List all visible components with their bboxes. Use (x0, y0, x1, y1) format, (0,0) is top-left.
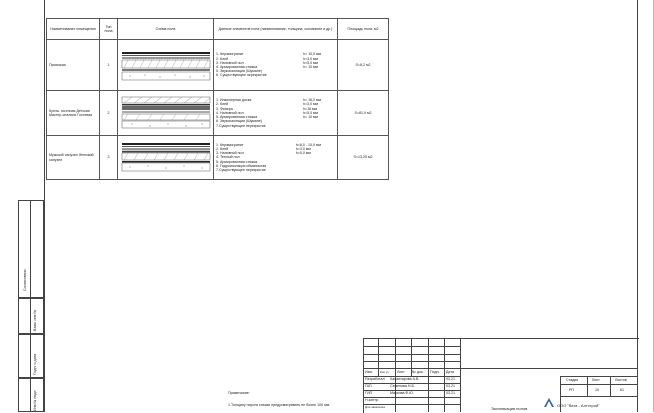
header-area: Площадь пола, м2 (338, 19, 389, 40)
header-room: Наименование помещения (47, 19, 100, 40)
layer-name: 2. Клей (216, 102, 229, 107)
layer-value: h=3,0 мм (302, 102, 319, 107)
sign-date-label: Подп. и дата (33, 353, 37, 375)
layer-name: 1. Керамогранит (216, 142, 244, 147)
room-name: Кухня- гостиная Детская Мастер-спальня Гостевая (47, 91, 100, 136)
layer-value: h=5,0 мм (302, 110, 319, 115)
layers-cell (214, 40, 338, 91)
tb-sheets-header: Листов (615, 378, 627, 382)
layer-name: 1. Инженерная доска (216, 98, 252, 103)
layer-value: h= 10 мм (302, 65, 319, 69)
layer-value: h=18 мм (302, 106, 318, 111)
tb-stage: РП (569, 388, 574, 392)
side-stamp-inv-orig (18, 378, 44, 412)
layer-name: 4. Армированная стяжка (216, 65, 258, 69)
layer-value: h=3,0 мм (302, 56, 319, 61)
floor-scheme (118, 91, 214, 136)
layer-value: h=3,0 мм (295, 146, 311, 151)
tb-role: Н.контр. (365, 398, 379, 402)
layer-name: 4. Теплый пол (216, 155, 240, 160)
layer-name: 7.Существующее перекрытие (216, 168, 266, 172)
side-stamp-inv-replace (18, 298, 44, 334)
table-header-row (47, 19, 389, 40)
layer-name: 5. Армированная стяжка (216, 115, 258, 120)
tb-person: Маркова Ф.Ю. (390, 391, 414, 395)
tb-date: 03.21 (446, 391, 455, 395)
layer-name: 6. Гидроизоляция обмазочная (216, 163, 267, 168)
tb-role: ГИП (365, 391, 373, 395)
notes-line: 1.Толщину пирога стяжки предусматривать не более 100 мм. (228, 403, 331, 407)
frame-left-border (44, 0, 45, 412)
header-type: Тип пола (100, 19, 118, 40)
floor-type: 3 (100, 136, 118, 180)
layer-name: 6. Звукоизоляция (Шумане) (216, 119, 262, 124)
tb-col-sign: Подп. (430, 370, 440, 374)
tb-grid-line (444, 338, 445, 412)
tb-sheet: 10 (595, 388, 599, 392)
side-stamp-agreed (18, 200, 44, 298)
tb-col-sheet: Лист (397, 370, 405, 374)
tb-grid-line (395, 338, 396, 412)
layer-name: 7.Существующее перекрытие (216, 123, 266, 128)
layer-value: h=5,0 мм (295, 151, 311, 156)
tb-grid-line (587, 376, 588, 396)
tb-grid-line (460, 338, 461, 412)
floor-explication-table (46, 18, 389, 180)
floor-area: S=8,2 м2 (338, 40, 389, 91)
layer-name: 2. Клей (216, 56, 229, 61)
header-scheme: Схема пола (118, 19, 214, 40)
tb-col-date: Дата (446, 370, 454, 374)
layer-values (296, 143, 321, 172)
tb-person: Семенова Н.Б. (390, 384, 415, 388)
tb-grid-line (428, 338, 429, 412)
tb-sheets: 61 (620, 388, 624, 392)
tb-date: 03.21 (446, 377, 455, 381)
tb-sheet-header: Лист (592, 378, 600, 382)
layer-name: 3. Наливной пол (216, 151, 244, 156)
layer-names (216, 98, 266, 127)
layers-cell (214, 91, 338, 136)
floor-type: 1 (100, 40, 118, 91)
tb-person: Калантарова А.В. (390, 377, 420, 381)
floor-scheme (118, 136, 214, 180)
tb-extra: Для заказчика (365, 405, 385, 409)
layer-name: 5. Звукоизоляция (Шумане) (216, 69, 262, 74)
table-row (47, 91, 389, 136)
agreed-label: Согласовано (23, 269, 27, 291)
layer-name: 1. Керамогранит (216, 52, 244, 57)
tb-col-qty: Кол.уч (380, 370, 389, 374)
side-stamp-sign-date (18, 334, 44, 378)
layer-value: h=5,0 мм (302, 60, 319, 65)
inv-replace-label: Взам. инв.№ (33, 309, 37, 331)
layer-name: 4. Наливной пол (216, 110, 244, 115)
tb-company: ООО "Вега - Алтстрой" (557, 403, 600, 408)
layer-values (303, 98, 321, 127)
layer-names (216, 143, 266, 172)
tb-grid-line (560, 396, 638, 397)
floor-scheme-drawing (120, 139, 212, 175)
floor-area: S=13,25 м2 (338, 136, 389, 180)
layer-value: h= 10,0 мм (302, 52, 321, 57)
tb-role: ГАП (365, 384, 372, 388)
tb-grid-line (560, 376, 638, 377)
floor-scheme-drawing (120, 94, 212, 130)
layer-values (303, 52, 321, 77)
table-row (47, 40, 389, 91)
room-name: Прихожая (47, 40, 100, 91)
layer-value: h=8,0 - 10,0 мм (295, 142, 321, 147)
side-stamp-divider (30, 200, 31, 412)
tb-grid-line (378, 338, 379, 376)
layer-name: 3. Фанера (216, 106, 233, 111)
floor-area: S=81,9 м2 (338, 91, 389, 136)
notes-title: Примечание: (228, 391, 250, 395)
company-logo-icon (544, 398, 554, 408)
floor-scheme (118, 40, 214, 91)
layers-cell (214, 136, 338, 180)
tb-doc-title: Экспликация полов (491, 406, 528, 411)
tb-col-change: Изм. (365, 370, 373, 374)
tb-grid-line (363, 368, 638, 369)
layer-name: 6. Существующее перекрытие (216, 73, 267, 78)
layer-name: 2. Клей (216, 146, 229, 151)
layer-value: h= 16,0 мм (302, 98, 321, 103)
floor-scheme-drawing (120, 44, 212, 84)
tb-stage-header: Стадия (566, 378, 579, 382)
layer-name: 5. Армированная стяжка (216, 159, 258, 164)
tb-role: Разработал (365, 377, 385, 381)
tb-col-doc: № док. (412, 370, 424, 374)
tb-date: 03.21 (446, 384, 455, 388)
layer-value: h= 10 мм (302, 115, 319, 120)
tb-grid-line (610, 376, 611, 396)
inv-orig-label: Инв.№ подл. (33, 389, 37, 411)
layer-name: 3. Наливной пол (216, 60, 244, 65)
room-name: Мужской санузел Женский санузел (47, 136, 100, 180)
tb-grid-line (560, 384, 638, 385)
floor-type: 2 (100, 91, 118, 136)
table-row (47, 136, 389, 180)
header-layers: Данные элементов пола (наименование, толщина, основание и др.) (214, 19, 338, 40)
layer-names (216, 52, 267, 77)
